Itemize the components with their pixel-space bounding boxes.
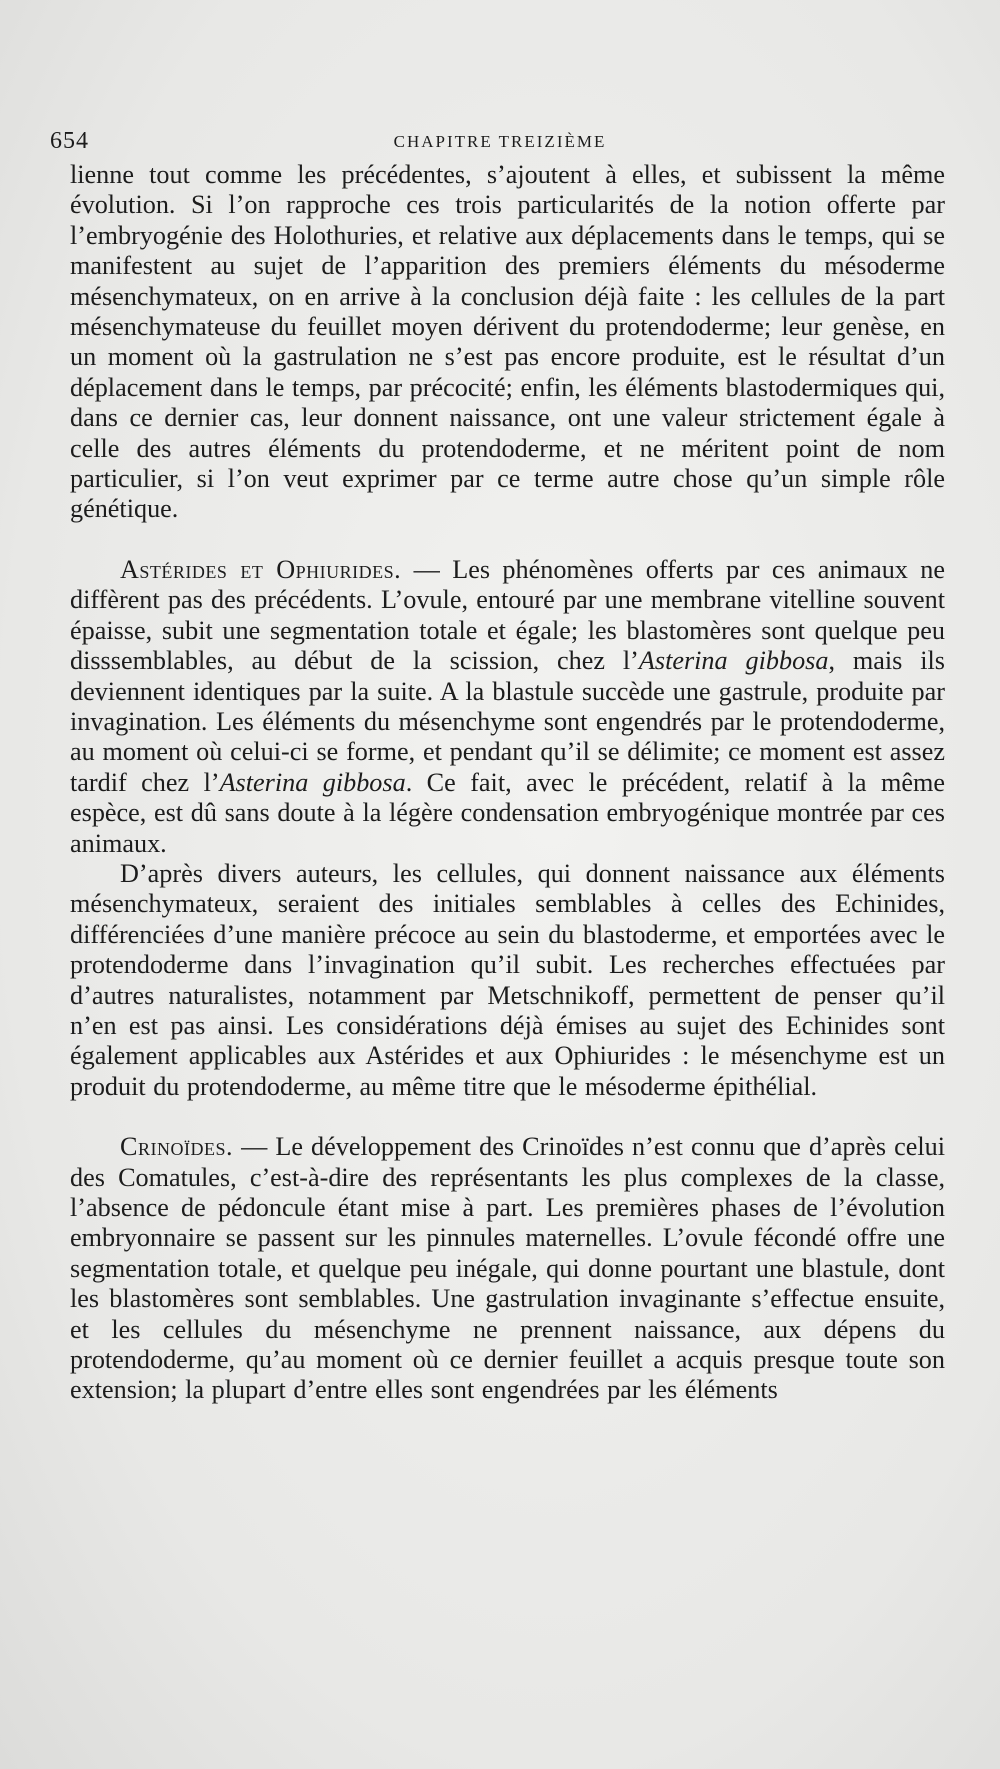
page-header (50, 128, 950, 158)
paragraph-text: , mais ils deviennent identiques par la suite. A la blastule succède une gastrule, produite par invagination. Les éléments du mésenchyme sont engendrés par le protendoderme, au moment où celui-ci se forme, et pendant qu’il se délimite; ce moment est assez tardif chez l’ (70, 646, 945, 797)
paragraph-asterides (70, 555, 945, 859)
section-heading-asterides: Astérides et Ophiurides. (120, 554, 402, 584)
paragraph-continuation: lienne tout comme les précédentes, s’ajoutent à elles, et subissent la même évolution. Si l’on rapproche ces trois particularités de la notion offerte par l’embryogénie des Holothuries, et relative aux déplacements dans le temps, qui se manifestent au sujet de l’apparition des premiers éléments du mésoderme mésenchymateux, on en arrive à la conclusion déjà faite : les cellules de la part mésenchymateuse du feuillet moyen dérivent du protendoderme; leur genèse, en un moment où la gastrulation ne s’est pas encore produite, est le résultat d’un déplacement dans le temps, par précocité; enfin, les éléments blastodermiques qui, dans ce dernier cas, leur donnent naissance, ont une valeur strictement égale à celle des autres éléments du protendoderme, et ne méritent point de nom particulier, si l’on veut exprimer par ce terme autre chose qu’un simple rôle génétique. (70, 160, 945, 524)
paragraph-auteurs: D’après divers auteurs, les cellules, qui donnent naissance aux éléments mésenchymateux, seraient des initiales semblables à celles des Echinides, différenciées d’une manière précoce au sein du blastoderme, et emportées avec le protendoderme dans l’invagination qu’il subit. Les recherches effectuées par d’autres naturalistes, notamment par Metschnikoff, permettent de penser qu’il n’en est pas ainsi. Les considérations déjà émises au sujet des Echinides sont également applicables aux Astérides et aux Ophiurides : le mésenchyme est un produit du protendoderme, au même titre que le mésoderme épithélial. (70, 858, 945, 1101)
body-text (70, 160, 945, 1406)
paragraph-text: — Les phénomènes offerts par ces animaux ne diffèrent pas des précédents. L’ovule, entouré par une membrane vitelline souvent épaisse, subit une segmentation totale et égale; les blastomères sont quelque peu disssemblables, au début de la scission, chez l’ (70, 554, 946, 676)
page-number: 654 (50, 128, 89, 154)
section-spacer (70, 1102, 945, 1132)
paragraph-text: . Ce fait, avec le précédent, relatif à la même espèce, est dû sans doute à la légère condensation embryogénique montrée par ces animaux. (70, 767, 945, 858)
species-name: Asterina gibbosa (638, 646, 829, 676)
section-spacer (70, 525, 945, 555)
paragraph-text: — Le développement des Crinoïdes n’est connu que d’après celui des Comatules, c’est-à-dire des représentants les plus complexes de la classe, l’absence de pédoncule étant mise à part. Les premières phases de l’évolution embryonnaire se passent sur les pinnules maternelles. L’ovule fécondé offre une segmentation totale, et quelque peu inégale, qui donne pourtant une blastule, dont les blastomères sont semblables. Une gastrulation invaginante s’effectue ensuite, et les cellules du mésenchyme ne prennent naissance, aux dépens du protendoderme, qu’au moment où ce dernier feuillet a acquis presque toute son extension; la plupart d’entre elles sont engendrées par les éléments (70, 1132, 945, 1405)
paragraph-crinoides (70, 1132, 945, 1406)
section-heading-crinoides: Crinoïdes. (120, 1132, 234, 1162)
running-title: CHAPITRE TREIZIÈME (393, 132, 607, 151)
species-name: Asterina gibbosa (219, 767, 406, 797)
